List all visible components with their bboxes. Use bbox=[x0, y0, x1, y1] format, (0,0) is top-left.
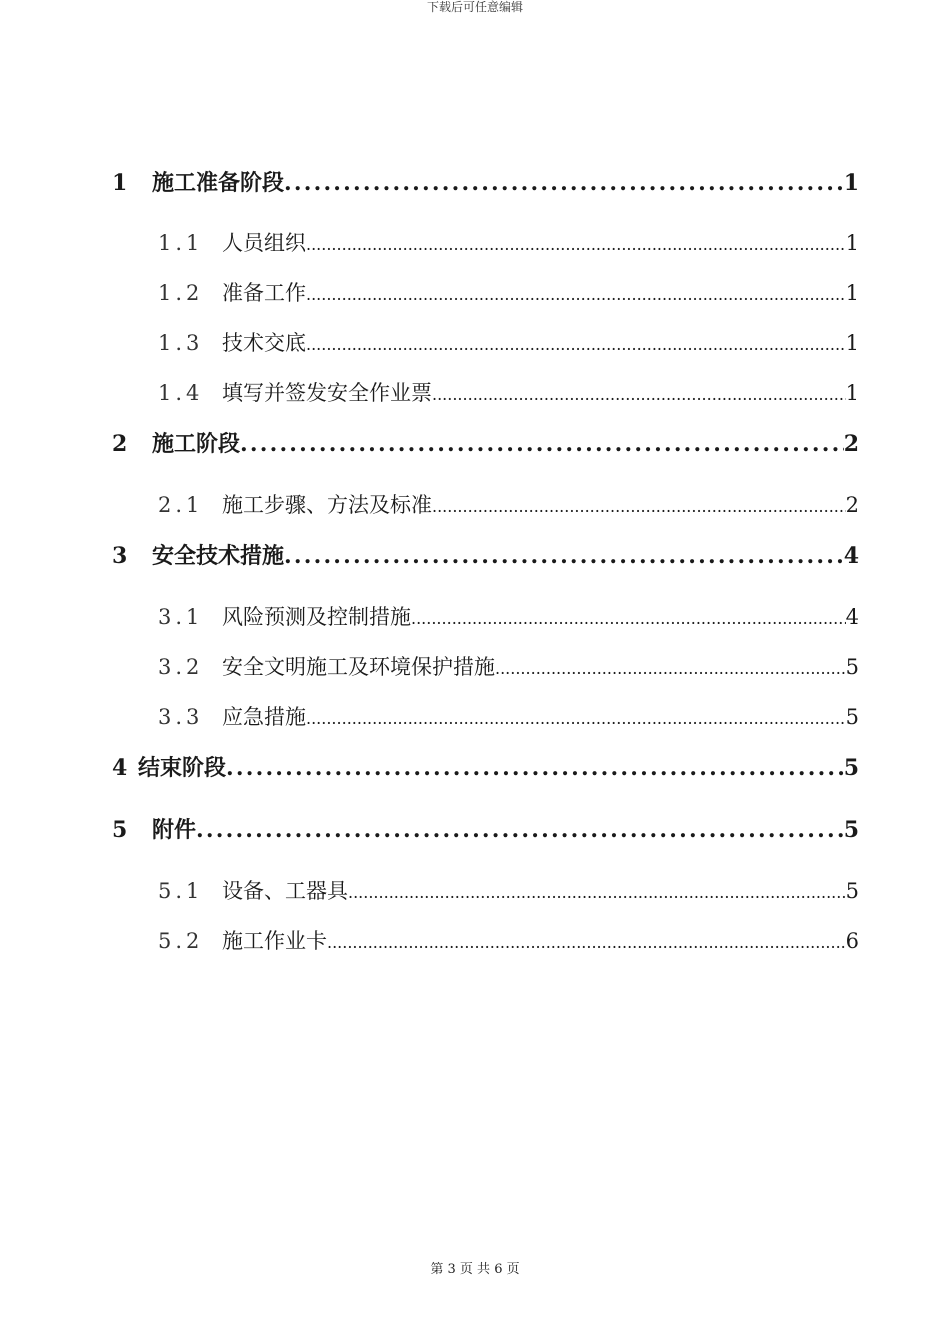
toc-entry-title: 风险预测及控制措施 bbox=[222, 605, 411, 629]
toc-entry-number: 5.2 bbox=[158, 929, 204, 953]
toc-entry-page: 5 bbox=[843, 755, 859, 781]
toc-entry-page: 1 bbox=[845, 281, 859, 305]
toc-dot-leader bbox=[306, 285, 846, 304]
toc-entry-page: 1 bbox=[843, 170, 859, 196]
toc-entry-page: 1 bbox=[845, 231, 859, 255]
toc-entry-number: 1.4 bbox=[158, 381, 204, 405]
toc-entry-page: 5 bbox=[843, 817, 859, 843]
toc-entry[interactable] bbox=[112, 427, 859, 457]
toc-entry-title: 技术交底 bbox=[222, 331, 306, 355]
toc-entry[interactable] bbox=[158, 601, 859, 631]
toc-entry-number: 1.2 bbox=[158, 281, 204, 305]
toc-entry[interactable] bbox=[158, 651, 859, 681]
page-footer: 第 3 页 共 6 页 bbox=[430, 1262, 520, 1277]
toc-entry-title: 施工作业卡 bbox=[222, 929, 327, 953]
toc-entry-title: 安全技术措施 bbox=[152, 543, 285, 569]
toc-entry[interactable] bbox=[158, 277, 859, 307]
toc-entry-number: 3.1 bbox=[158, 605, 204, 629]
toc-entry-number: 1.1 bbox=[158, 231, 204, 255]
toc-entry[interactable] bbox=[158, 327, 859, 357]
toc-dot-leader bbox=[306, 709, 846, 728]
toc-entry-number: 3.3 bbox=[158, 705, 204, 729]
toc-entry-title: 施工步骤、方法及标准 bbox=[222, 493, 432, 517]
toc-entry-title: 结束阶段 bbox=[138, 755, 227, 781]
toc-dot-leader bbox=[306, 235, 846, 254]
toc-entry-title: 施工准备阶段 bbox=[152, 170, 285, 196]
toc-entry-title: 准备工作 bbox=[222, 281, 306, 305]
toc-entry-title: 安全文明施工及环境保护措施 bbox=[222, 655, 495, 679]
toc-dot-leader bbox=[432, 385, 846, 404]
toc-dot-leader bbox=[327, 933, 846, 952]
toc-entry-page: 2 bbox=[843, 431, 859, 457]
page-header: 下载后可任意编辑 bbox=[426, 0, 523, 14]
toc-entry-number: 2.1 bbox=[158, 493, 204, 517]
toc-entry-number: 3 bbox=[112, 543, 128, 569]
toc-entry-page: 4 bbox=[843, 543, 859, 569]
toc-entry-number: 1 bbox=[112, 170, 128, 196]
toc-dot-leader bbox=[348, 883, 846, 902]
toc-entry-number: 1.3 bbox=[158, 331, 204, 355]
toc-dot-leader bbox=[284, 170, 844, 196]
toc-entry[interactable] bbox=[112, 751, 859, 781]
toc-entry-number: 4 bbox=[112, 755, 128, 781]
toc-dot-leader bbox=[226, 755, 844, 781]
toc-entry-title: 设备、工器具 bbox=[222, 879, 348, 903]
toc-entry[interactable] bbox=[158, 875, 859, 905]
toc-entry[interactable] bbox=[112, 813, 859, 843]
toc-entry-page: 5 bbox=[845, 705, 859, 729]
toc-entry[interactable] bbox=[158, 227, 859, 257]
toc-entry-title: 人员组织 bbox=[222, 231, 306, 255]
toc-entry[interactable] bbox=[158, 489, 859, 519]
toc-entry-number: 3.2 bbox=[158, 655, 204, 679]
toc-entry-page: 1 bbox=[845, 331, 859, 355]
toc-entry-page: 1 bbox=[845, 381, 859, 405]
toc-dot-leader bbox=[240, 431, 844, 457]
toc-entry[interactable] bbox=[158, 925, 859, 955]
toc-entry-number: 2 bbox=[112, 431, 128, 457]
toc-dot-leader bbox=[196, 817, 844, 843]
toc-entry-title: 应急措施 bbox=[222, 705, 306, 729]
toc-entry[interactable] bbox=[158, 377, 859, 407]
toc-entry-number: 5 bbox=[112, 817, 128, 843]
toc-entry-number: 5.1 bbox=[158, 879, 204, 903]
toc-dot-leader bbox=[495, 659, 846, 678]
toc-entry-page: 5 bbox=[845, 879, 859, 903]
toc-dot-leader bbox=[284, 543, 844, 569]
toc-entry-title: 填写并签发安全作业票 bbox=[222, 381, 432, 405]
toc-dot-leader bbox=[306, 335, 846, 354]
toc-entry-title: 附件 bbox=[152, 817, 197, 843]
toc-entry[interactable] bbox=[112, 539, 859, 569]
toc-entry-title: 施工阶段 bbox=[152, 431, 241, 457]
toc-dot-leader bbox=[432, 497, 846, 516]
toc-entry[interactable] bbox=[158, 701, 859, 731]
toc-entry-page: 4 bbox=[845, 605, 859, 629]
toc-entry-page: 2 bbox=[845, 493, 859, 517]
toc-entry-page: 6 bbox=[845, 929, 859, 953]
toc-entry[interactable] bbox=[112, 166, 859, 196]
toc-dot-leader bbox=[411, 609, 846, 628]
toc-entry-page: 5 bbox=[845, 655, 859, 679]
